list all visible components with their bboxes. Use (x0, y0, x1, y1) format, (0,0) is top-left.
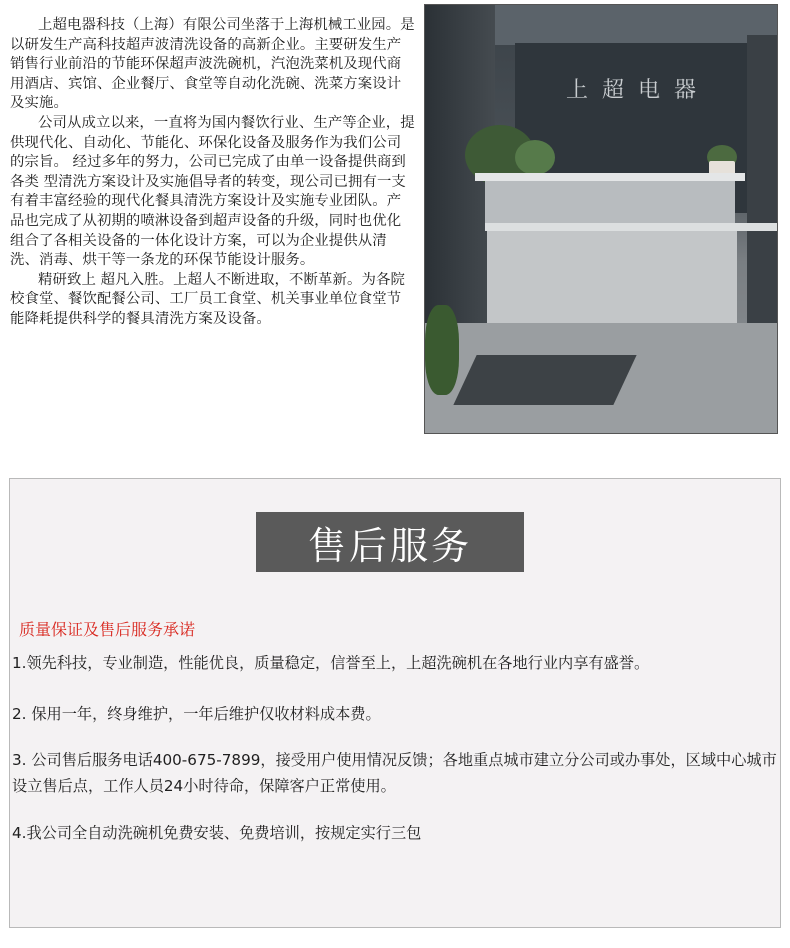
intro-paragraph-3 (10, 271, 415, 330)
plant-mid (515, 140, 555, 175)
reception-counter-top (475, 173, 745, 181)
office-reception-photo (424, 4, 778, 434)
service-item-1: 1.领先科技，专业制造，性能优良，质量稳定，信誉至上，上超洗碗机在各地行业内享有盛誉。 (12, 654, 650, 672)
floor-mat (453, 355, 636, 405)
intro-paragraph-1 (10, 16, 415, 114)
intro-text-2: 公司从成立以来，一直将为国内餐饮行业、生产等企业，提供现代化、自动化、节能化、环保化设备及服务作为我们公司的宗旨。 经过多年的努力，公司已完成了由单一设备提供商到各类 型清洗方案设计及实施倡导者的转变，现公司已拥有一支有着丰富经验的现代化餐具清洗方案设计及实施专业团队。产品也完成了从初期的喷淋设备到超声设备的升级，同时也优化组合了各相关设备的一体化设计方案，可以为企业提供从清洗、消毒、烘干等一条龙的环保节能设计服务。 (10, 114, 415, 269)
after-sales-panel (9, 478, 781, 928)
company-intro (10, 16, 415, 330)
reception-desk (487, 231, 737, 323)
guarantee-subtitle: 质量保证及售后服务承诺 (19, 620, 196, 639)
service-item-4: 4.我公司全自动洗碗机免费安装、免费培训，按规定实行三包 (12, 824, 422, 842)
plant-floor (425, 305, 459, 395)
company-sign: 上超电器 (565, 77, 710, 102)
intro-text-3: 精研致上 超凡入胜。上超人不断进取，不断革新。为各院校食堂、餐饮配餐公司、工厂员工食堂、机关事业单位食堂节能降耗提供科学的餐具清洗方案及设备。 (10, 271, 405, 327)
intro-text-1: 上超电器科技（上海）有限公司坐落于上海机械工业园。是以研发生产高科技超声波清洗设备的高新企业。主要研发生产销售行业前沿的节能环保超声波洗碗机，汽泡洗菜机及现代商用酒店、宾馆、企业餐厅、食堂等自动化洗碗、洗菜方案设计及实施。 (10, 17, 415, 112)
reception-counter (485, 181, 735, 229)
service-item-2: 2. 保用一年，终身维护，一年后维护仅收材料成本费。 (12, 705, 381, 723)
service-item-3: 3. 公司售后服务电话400-675-7899，接受用户使用情况反馈；各地重点城市建立分公司或办事处，区域中心城市设立售后点，工作人员24小时待命，保障客户正常使用。 (12, 751, 777, 795)
intro-paragraph-2 (10, 114, 415, 271)
after-sales-heading: 售后服务 (256, 512, 524, 572)
reception-desk-top (485, 223, 778, 231)
